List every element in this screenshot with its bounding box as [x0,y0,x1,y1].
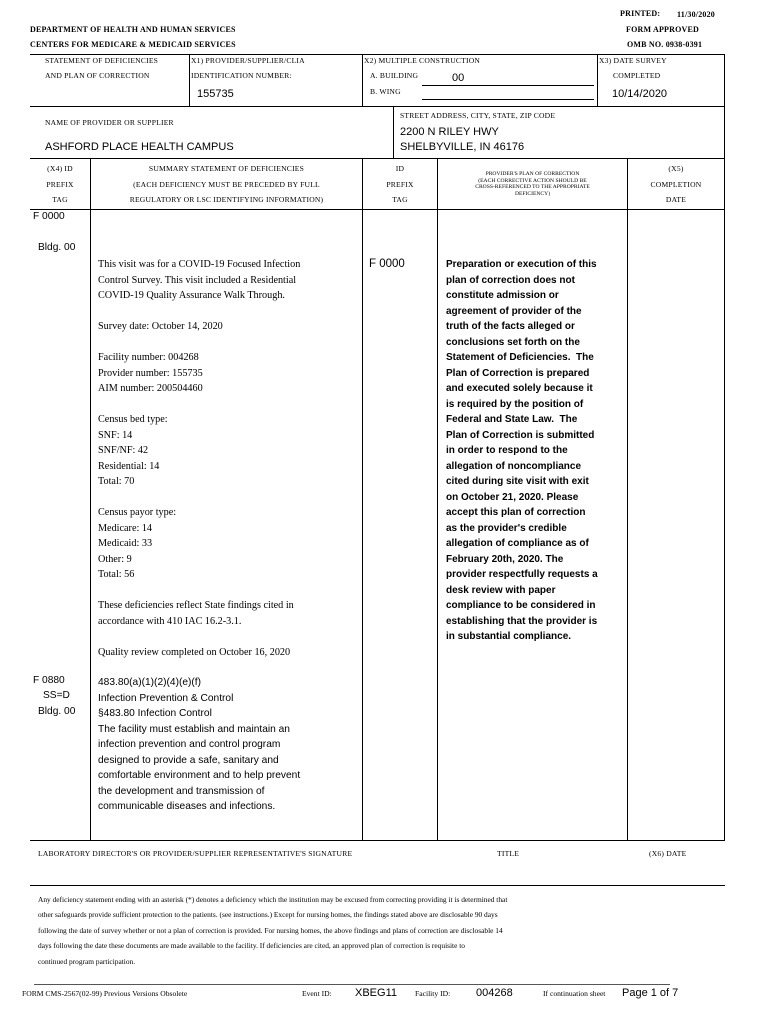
x5-header-3: DATE [665,195,687,204]
x1-label-1: X1) PROVIDER/SUPPLIER/CLIA [191,56,305,65]
signature-label: LABORATORY DIRECTOR'S OR PROVIDER/SUPPLIER REPRESENTATIVE'S SIGNATURE [38,849,353,858]
text-line: Medicare: 14 [98,522,153,534]
wing-underline [422,99,594,100]
text-line [98,583,360,599]
address-line-1: 2200 N RILEY HWY [400,126,499,138]
text-line: Other: 9 [98,553,132,565]
centers-name: CENTERS FOR MEDICARE & MEDICAID SERVICES [30,40,236,49]
provider-number-value: 155735 [197,88,234,100]
text-line: Quality review completed on October 16, 2020 [98,646,291,658]
statement-label-2: AND PLAN OF CORRECTION [45,71,150,80]
text-line: establishing that the provider is [446,615,598,627]
department-name: DEPARTMENT OF HEALTH AND HUMAN SERVICES [30,25,236,34]
poc-header-1: PROVIDER'S PLAN OF CORRECTION [485,171,580,177]
id-header-2: PREFIX [386,180,414,189]
col-rule-4 [627,158,628,840]
text-line: Medicaid: 33 [98,538,153,549]
rule-body-bottom [30,840,725,841]
text-line: continued program participation. [38,956,136,966]
disclaimer-text [38,892,728,969]
event-id-value: XBEG11 [355,987,397,999]
text-line: on October 21, 2020. Please [446,491,579,503]
omb-number: OMB NO. 0938-0391 [627,40,703,49]
text-line: accordance with 410 IAC 16.2-3.1. [98,615,242,627]
text-line: provider respectfully requests a [446,569,598,580]
form-status: FORM APPROVED [626,25,700,34]
text-line [98,629,360,645]
rule-col-header-bottom [30,209,725,210]
id-tag-f0000: F 0000 [369,258,405,270]
date-label: (X6) DATE [649,849,687,858]
printed-date: 11/30/2020 [677,10,716,19]
text-line: Facility number: 004268 [98,352,199,363]
x1-label-2: IDENTIFICATION NUMBER: [191,71,292,80]
facility-id-label: Facility ID: [415,989,451,998]
x5-header-1: (X5) [668,164,684,173]
rule-mid2 [30,158,725,159]
address-label: STREET ADDRESS, CITY, STATE, ZIP CODE [400,111,556,120]
summary-block-1 [98,257,360,660]
x3-label-1: X3) DATE SURVEY [599,56,667,65]
text-line: is required by the position of [446,398,584,410]
text-line: AIM number: 200504460 [98,383,203,394]
page-number: Page 1 of 7 [622,987,679,999]
x4-header-1: (X4) ID [47,164,73,173]
summary-block-2 [98,675,360,815]
text-line: Total: 56 [98,569,135,580]
rule-signature-bottom [30,885,725,886]
text-line: Survey date: October 14, 2020 [98,321,223,332]
wing-label: B. WING [370,87,401,96]
tag-f0000: F 0000 [33,211,65,222]
text-line: These deficiencies reflect State findings cited in [98,600,294,611]
text-line: Plan of Correction is prepared [446,367,590,379]
form-number: FORM CMS-2567(02-99) Previous Versions Obsolete [22,989,188,998]
text-line: allegation of compliance as of [446,538,589,549]
survey-date-value: 10/14/2020 [612,88,668,100]
text-line: Infection Prevention & Control [98,692,234,704]
text-line: Census bed type: [98,414,168,425]
text-line: compliance to be considered in [446,600,596,611]
text-line [98,335,360,351]
text-line: 483.80(a)(1)(2)(4)(e)(f) [98,677,202,688]
rule-mid1 [30,106,725,107]
continuation-label: If continuation sheet [543,989,606,998]
text-line: February 20th, 2020. The [446,553,564,565]
rule-v2 [362,54,363,106]
text-line: SNF: 14 [98,429,133,441]
x3-label-2: COMPLETED [613,71,661,80]
text-line: Plan of Correction is submitted [446,429,595,441]
poc-header-2: (EACH CORRECTIVE ACTION SHOULD BE [478,177,587,184]
text-line: accept this plan of correction [446,507,586,518]
building-underline [422,85,594,86]
printed-label: PRINTED: [620,9,661,18]
x4-header-3: TAG [52,195,68,204]
address-line-2: SHELBYVILLE, IN 46176 [400,141,525,153]
text-line: as the provider's credible [446,522,567,534]
poc-header-4: DEFICIENCY) [514,190,551,197]
building-value: 00 [452,72,465,84]
text-line: §483.80 Infection Control [98,708,212,719]
poc-header [438,171,627,197]
text-line: Any deficiency statement ending with an asterisk (*) denotes a deficiency which the institution may be excused from correcting providing it is determined that [38,895,508,904]
text-line: infection prevention and control program [98,739,281,750]
provider-name-label: NAME OF PROVIDER OR SUPPLIER [45,118,174,127]
provider-name: ASHFORD PLACE HEALTH CAMPUS [45,141,234,153]
text-line: communicable diseases and infections. [98,801,276,812]
text-line [98,397,360,413]
col-rule-3 [437,158,438,840]
text-line: The facility must establish and maintain an [98,723,290,735]
text-line: Statement of Deficiencies. The [446,352,594,363]
text-line: Federal and State Law. The [446,414,578,425]
rule-v3 [597,54,598,106]
bldg-label-2: Bldg. 00 [38,706,76,717]
title-label: TITLE [497,849,520,858]
col-rule-5 [724,158,725,840]
text-line [98,490,360,506]
text-line: conclusions set forth on the [446,336,580,348]
x2-label: X2) MULTIPLE CONSTRUCTION [364,56,481,65]
id-header-1: ID [395,164,405,173]
text-line: agreement of provider of the [446,305,582,317]
text-line: cited during site visit with exit [446,476,589,487]
text-line: truth of the facts alleged or [446,321,575,332]
rule-provider-split [393,106,394,158]
text-line: Residential: 14 [98,460,160,472]
text-line: COVID-19 Quality Assurance Walk Through. [98,290,285,301]
text-line: Census payor type: [98,507,177,518]
text-line: constitute admission or [446,290,559,301]
col-rule-2 [362,158,363,840]
facility-id-value: 004268 [476,987,513,999]
text-line: This visit was for a COVID-19 Focused Infection [98,259,301,270]
col-rule-1 [90,158,91,840]
text-line: in order to respond to the [446,445,568,456]
rule-provider-right [724,106,725,158]
summary-header-1: SUMMARY STATEMENT OF DEFICIENCIES [148,164,305,173]
text-line: designed to provide a safe, sanitary and [98,754,279,766]
rule-footer [34,984,670,985]
statement-label-1: STATEMENT OF DEFICIENCIES [45,56,159,65]
building-label: A. BUILDING [370,71,419,80]
text-line: and executed solely because it [446,383,593,394]
text-line: SNF/NF: 42 [98,445,149,456]
text-line: Total: 70 [98,476,135,487]
text-line: in substantial compliance. [446,631,572,642]
severity-scope: SS=D [43,690,70,701]
plan-of-correction [446,257,626,645]
id-header-3: TAG [392,195,408,204]
text-line: Provider number: 155735 [98,367,203,379]
summary-header-3: REGULATORY OR LSC IDENTIFYING INFORMATION) [129,195,324,204]
text-line: Preparation or execution of this [446,259,597,270]
text-line: allegation of noncompliance [446,460,582,472]
x5-header-2: COMPLETION [650,180,702,189]
event-id-label: Event ID: [302,989,332,998]
text-line: Control Survey. This visit included a Residential [98,274,297,286]
text-line: following the date of survey whether or not a plan of correction is provided. For nursing homes, the above findings and plans of correction are disclosable 14 [38,925,503,935]
rule-v1 [189,54,190,106]
text-line: days following the date these documents are made available to the facility. If deficiencies are cited, an approved plan of correction is requisite to [38,941,465,951]
text-line: other safeguards provide sufficient protection to the patients. (see instructions.) Except for nursing homes, the findings stated above are disclosable 90 days [38,910,498,920]
bldg-label-1: Bldg. 00 [38,242,76,253]
text-line [98,304,360,320]
summary-header-2: (EACH DEFICIENCY MUST BE PRECEDED BY FULL [133,180,320,189]
text-line: plan of correction does not [446,274,575,286]
text-line: the development and transmission of [98,785,265,797]
rule-top [30,54,725,55]
poc-header-3: CROSS-REFERENCED TO THE APPROPRIATE [475,184,590,191]
text-line: desk review with paper [446,584,556,596]
x4-header-2: PREFIX [46,180,74,189]
tag-f0880: F 0880 [33,675,65,686]
rule-v4 [724,54,725,106]
text-line: comfortable environment and to help prevent [98,770,301,781]
